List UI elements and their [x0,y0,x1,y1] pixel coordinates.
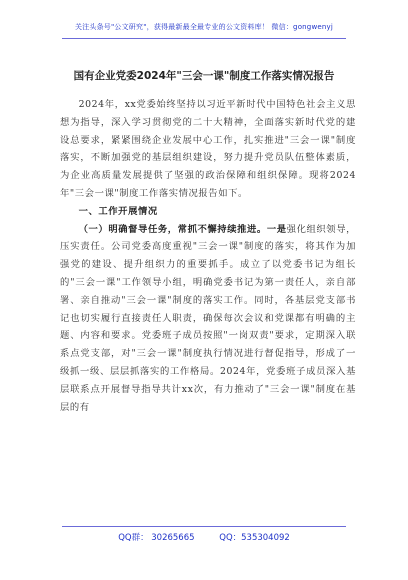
document-title: 国有企业党委2024年"三会一课"制度工作落实情况报告 [73,70,335,82]
header-divider [62,38,346,39]
intro-paragraph: 2024年，xx党委始终坚持以习近平新时代中国特色社会主义思想为指导，深入学习贯彻党的二十大精神，全面落实新时代党的建设总要求，紧紧围绕企业发展中心工作，扎实推进"三会一课"制度落实，不断加强党的基层组织建设，努力提升党员队伍整体素质，为企业高质量发展提供了坚强的政治保障和组织保障。现将2024年"三会一课"制度工作落实情况报告如下。 [60,99,356,199]
subsection-paragraph [60,221,356,417]
section-heading: 一、工作开展情况 [78,205,158,217]
subsection-heading: （一）明确督导任务，常抓不懈持续推进。 [78,223,267,235]
footer-divider [62,526,346,527]
document-body [60,96,356,416]
footer-contact [0,531,408,543]
footer-qq: QQ：535304092 [219,533,290,543]
paragraph-lead: 一是 [266,223,287,235]
subsection-body: 强化组织领导，压实责任。公司党委高度重视"三会一课"制度的落实，将其作为加强党的建设、提升组织力的重要抓手。成立了以党委书记为组长的"三会一课"工作领导小组，明确党委书记为第一责任人，亲自部署、亲自推动"三会一课"制度的落实工作。同时，各基层党支部书记也切实履行直接责任人职责，确保每次会议和党课都有明确的主题、内容和要求。党委班子成员按照"一岗双责"要求，定期深入联系点党支部，对"三会一课"制度执行情况进行督促指导，形成了一级抓一级、层层抓落实的工作格局。2024年，党委班子成员深入基层联系点开展督导指导共计xx次，有力推动了"三会一课"制度在基层的有 [60,223,357,413]
footer-qq-group: QQ群： 30265665 [118,533,195,543]
header-banner: 关注头条号"公文研究"，获得最新最全最专业的公文资料库！ 微信：gongwenyj [74,23,334,31]
